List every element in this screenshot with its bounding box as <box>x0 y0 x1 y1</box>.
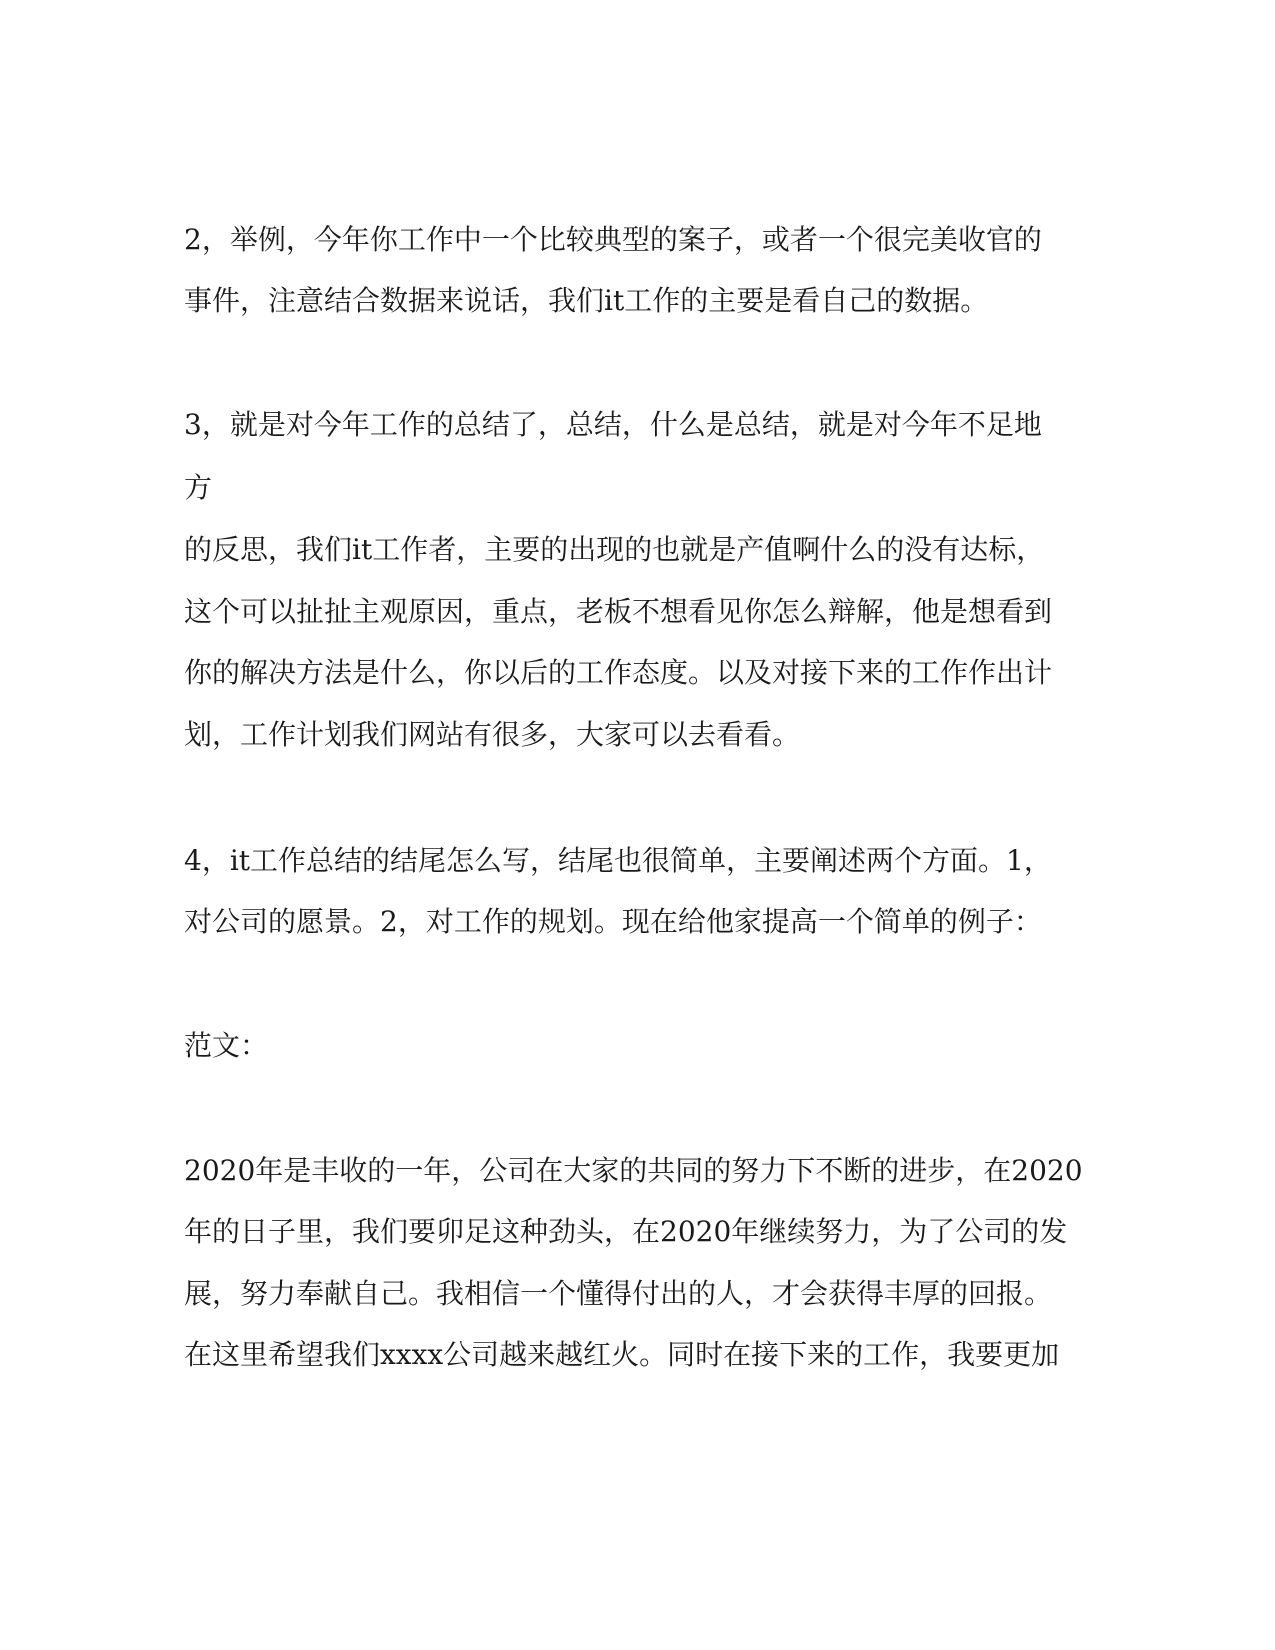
text-line: 事件，注意结合数据来说话，我们it工作的主要是看自己的数据。 <box>184 284 989 317</box>
text-line: 对公司的愿景。2，对工作的规划。现在给他家提高一个简单的例子： <box>184 905 1042 938</box>
sample-heading: 范文： <box>184 1029 269 1062</box>
text-line: 方 <box>184 471 213 504</box>
text-line: 这个可以扯扯主观原因，重点，老板不想看见你怎么辩解，他是想看到 <box>184 595 1053 628</box>
text-line: 的反思，我们it工作者，主要的出现的也就是产值啊什么的没有达标， <box>184 533 1045 566</box>
text-line: 3，就是对今年工作的总结了，总结，什么是总结，就是对今年不足地 <box>184 408 1042 441</box>
text-line: 2，举例，今年你工作中一个比较典型的案子，或者一个很完美收官的 <box>184 223 1042 256</box>
text-line: 你的解决方法是什么，你以后的工作态度。以及对接下来的工作作出计 <box>184 656 1053 689</box>
text-line: 在这里希望我们xxxx公司越来越红火。同时在接下来的工作，我要更加 <box>184 1338 1060 1371</box>
text-line: 展，努力奉献自己。我相信一个懂得付出的人，才会获得丰厚的回报。 <box>184 1277 1053 1310</box>
text-line: 2020年是丰收的一年，公司在大家的共同的努力下不断的进步，在2020 <box>184 1154 1083 1187</box>
text-line: 划，工作计划我们网站有很多，大家可以去看看。 <box>184 718 801 751</box>
text-line: 4，it工作总结的结尾怎么写，结尾也很简单，主要阐述两个方面。1， <box>184 844 1052 877</box>
text-line: 年的日子里，我们要卯足这种劲头，在2020年继续努力，为了公司的发 <box>184 1215 1068 1248</box>
